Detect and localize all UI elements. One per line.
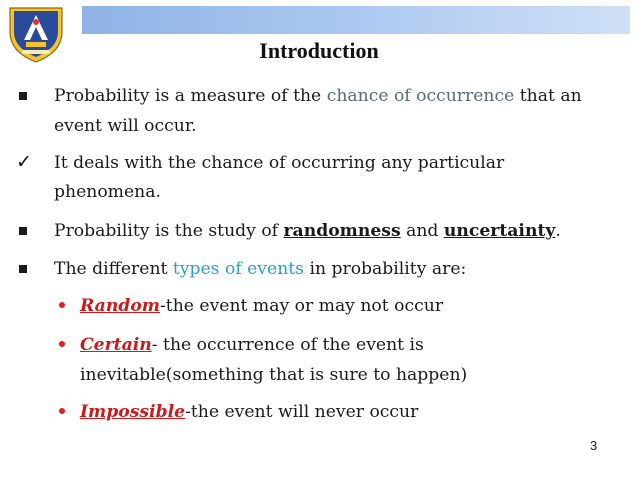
red-dot-bullet-icon (59, 341, 65, 347)
term-uncertainty: uncertainty (443, 221, 556, 241)
bullet-1-continuation: event will occur. (54, 116, 197, 136)
square-bullet-icon (19, 265, 27, 273)
page-number: 3 (590, 438, 598, 453)
red-dot-bullet-icon (59, 408, 65, 414)
bullet-3-line: Probability is the study of randomness and uncertainty. (54, 221, 561, 241)
bullet-4-line: The different types of events in probability are: (54, 259, 467, 279)
check-bullet-icon: ✓ (16, 151, 32, 173)
red-dot-bullet-icon (59, 302, 65, 308)
bullet-2-continuation: phenomena. (54, 182, 161, 202)
sub-bullet-random: Random-the event may or may not occur (80, 296, 444, 316)
types-of-events-link: types of events (172, 259, 304, 279)
square-bullet-icon (19, 227, 27, 235)
sub-bullet-impossible: Impossible-the event will never occur (80, 402, 419, 422)
bullet-2-line: It deals with the chance of occurring any particular (54, 153, 505, 173)
bullet-1-line: Probability is a measure of the chance of occurrence that an (54, 86, 582, 106)
sub-bullet-certain-continuation: inevitable(something that is sure to happen) (80, 365, 468, 385)
term-randomness: randomness (283, 221, 401, 241)
square-bullet-icon (19, 92, 27, 100)
sub-bullet-certain: Certain- the occurrence of the event is (80, 335, 424, 355)
slide-title: Introduction (259, 38, 379, 63)
